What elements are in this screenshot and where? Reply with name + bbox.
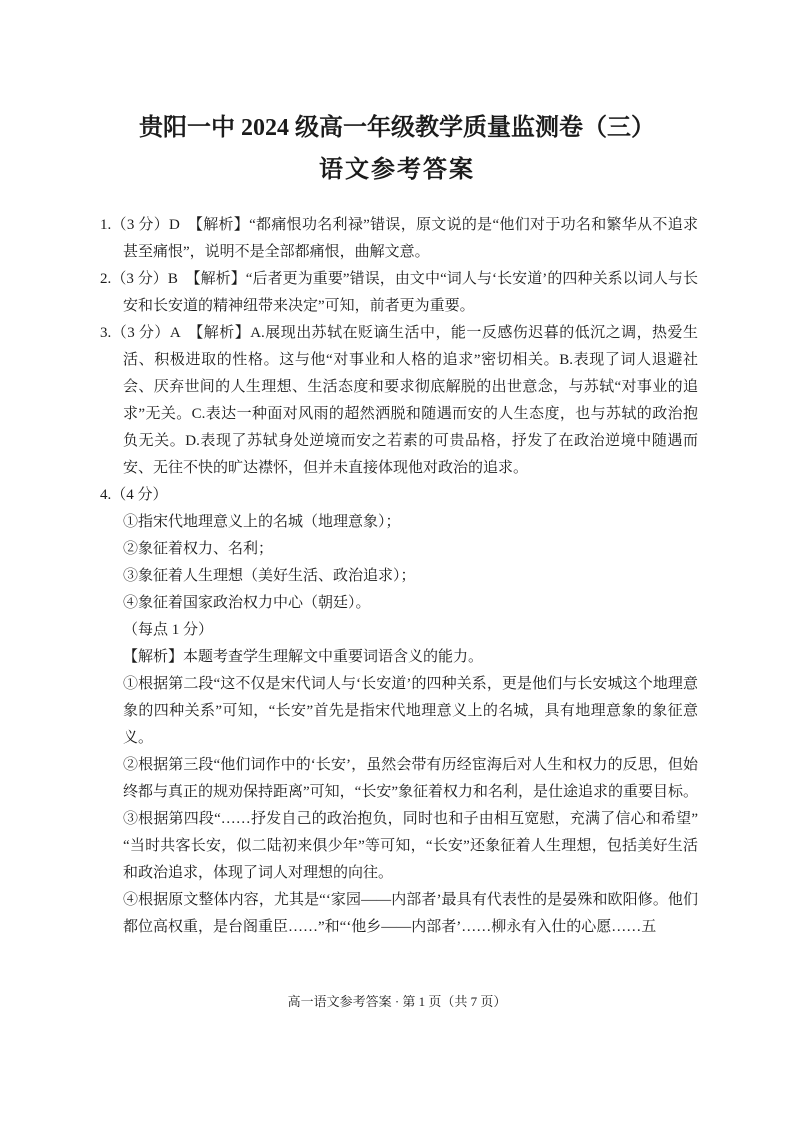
answer-item-3: [100, 320, 698, 482]
document-header: [0, 0, 794, 188]
answer-4-analysis-4: ④根据原文整体内容，尤其是“‘家园——内部者’最具有代表性的是晏殊和欧阳修。他们都位高权重，是台阁重臣……”和“‘他乡——内部者’……柳永有入仕的心愿……五: [123, 892, 698, 935]
answers-content: [100, 212, 698, 941]
answer-4-point-1: ①指宋代地理意义上的名城（地理意象）；: [123, 514, 401, 530]
answer-item-1: [100, 212, 698, 266]
page-footer-text: 高一语文参考答案 · 第 1 页（共 7 页）: [287, 994, 507, 1009]
answer-item-4: [100, 482, 698, 941]
answer-item-2: [100, 266, 698, 320]
answer-4-point-2: ②象征着权力、名利；: [123, 541, 274, 557]
answer-4-point-3: ③象征着人生理想（美好生活、政治追求）；: [123, 568, 416, 584]
answer-4-analysis-intro: 【解析】本题考查学生理解文中重要词语含义的能力。: [123, 649, 484, 665]
answer-1-text: 1.（3 分）D 【解析】“都痛恨功名利禄”错误，原文说的是“他们对于功名和繁华从不追求甚至痛恨”，说明不是全部都痛恨，曲解文意。: [100, 217, 698, 260]
answer-key-subtitle: 语文参考答案: [319, 157, 475, 183]
answer-2-text: 2.（3 分）B 【解析】“后者更为重要”错误，由文中“词人与‘长安道’的四种关系以词人与长安和长安道的精神纽带来决定”可知，前者更为重要。: [100, 271, 698, 314]
answer-4-head: 4.（4 分）: [100, 487, 168, 503]
answer-4-analysis-2: ②根据第三段“他们词作中的‘长安’，虽然会带有历经宦海后对人生和权力的反思，但始终都与真正的规劝保持距离”可知，“长安”象征着权力和名利，是仕途追求的重要目标。: [123, 757, 698, 800]
answer-3-text: 3.（3 分）A 【解析】A.展现出苏轼在贬谪生活中，能一反感伤迟暮的低沉之调，热爱生活、积极进取的性格。这与他“对事业和人格的追求”密切相关。B.表现了词人退避社会、厌弃世间的人生理想、生活态度和要求彻底解脱的出世意念，与苏轼“对事业的追求”无关。C.表达一种面对风雨的超然洒脱和随遇而安的人生态度，也与苏轼的政治抱负无关。D.表现了苏轼身处逆境而安之若素的可贵品格，抒发了在政治逆境中随遇而安、无往不快的旷达襟怀，但并未直接体现他对政治的追求。: [100, 325, 698, 476]
exam-title: 贵阳一中 2024 级高一年级教学质量监测卷（三）: [139, 115, 655, 141]
answer-4-score-note: （每点 1 分）: [123, 622, 214, 638]
answer-4-point-4: ④象征着国家政治权力中心（朝廷）。: [123, 595, 371, 611]
answer-4-analysis-3: ③根据第四段“……抒发自己的政治抱负，同时也和子由相互宽慰，充满了信心和希望”“当时共客长安，似二陆初来俱少年”等可知，“长安”还象征着人生理想，包括美好生活和政治追求，体现了词人对理想的向往。: [123, 811, 698, 881]
answer-4-analysis-1: ①根据第二段“这不仅是宋代词人与‘长安道’的四种关系，更是他们与长安城这个地理意象的四种关系”可知，“长安”首先是指宋代地理意义上的名城，具有地理意象的象征意义。: [123, 676, 698, 746]
page-footer: [0, 991, 794, 1010]
